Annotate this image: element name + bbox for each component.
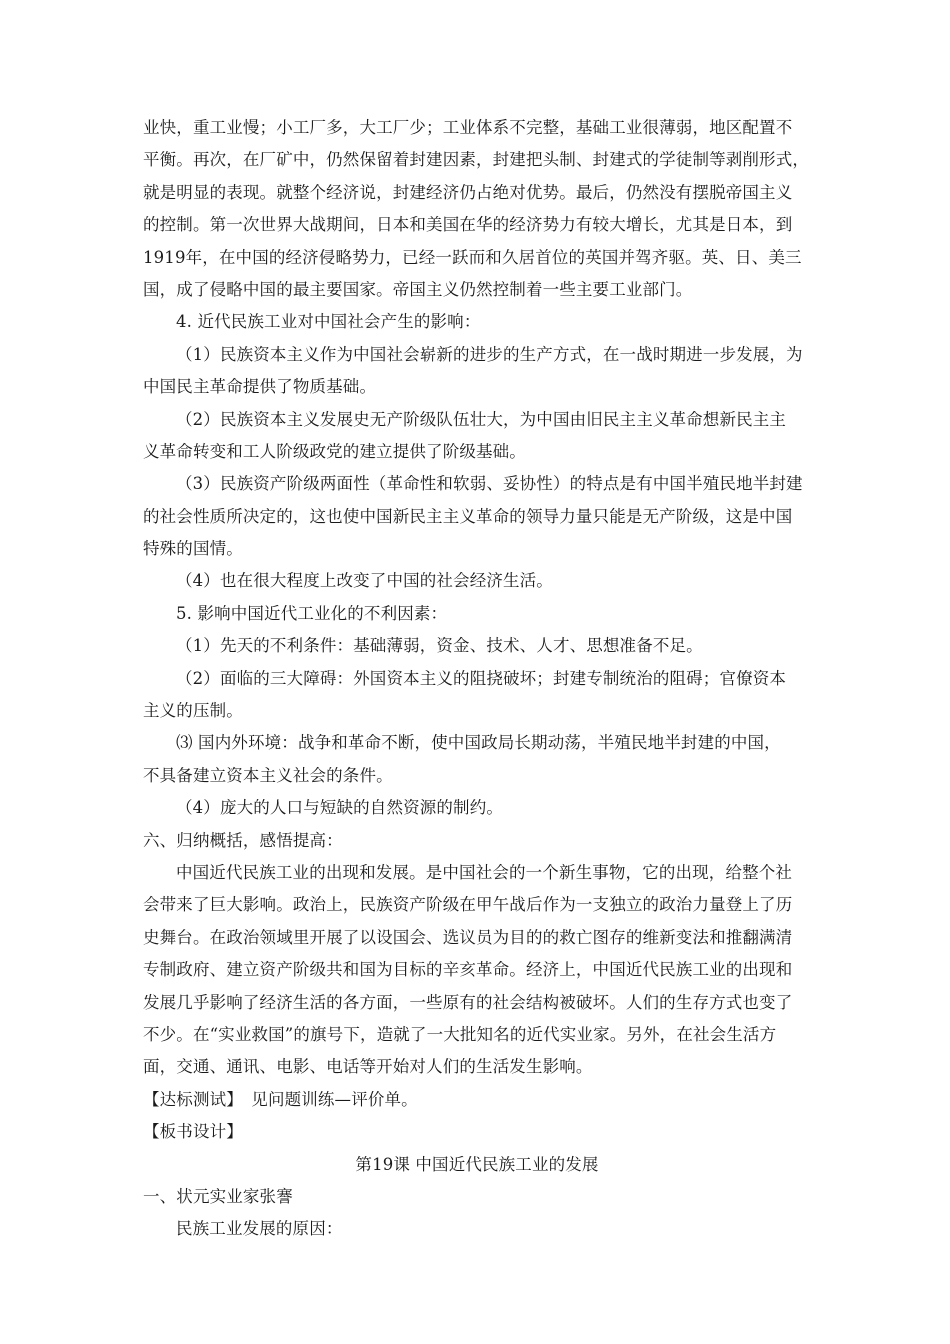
document-page <box>143 112 811 1246</box>
board-design-label: 【板书设计】 <box>143 1122 243 1142</box>
section-heading: 一、状元实业家张謇 <box>143 1186 293 1206</box>
list-item: （4）庞大的人口与短缺的自然资源的制约。 <box>176 798 503 818</box>
list-item: （3）民族资产阶级两面性（革命性和软弱、妥协性）的特点是有中国半殖民地半封建 <box>176 474 803 494</box>
list-item: ⑶ 国内外环境：战争和革命不断，使中国政局长期动荡，半殖民地半封建的中国， <box>176 733 781 753</box>
paragraph-line: 不具备建立资本主义社会的条件。 <box>143 765 393 785</box>
paragraph-line: 就是明显的表现。就整个经济说，封建经济仍占绝对优势。最后，仍然没有摆脱帝国主义 <box>143 182 793 202</box>
paragraph-line: 发展几乎影响了经济生活的各方面，一些原有的社会结构被破坏。人们的生存方式也变了 <box>143 992 793 1012</box>
paragraph-line: 1919年，在中国的经济侵略势力，已经一跃而和久居首位的英国并驾齐驱。英、日、美三 <box>143 247 802 267</box>
paragraph-line: 义革命转变和工人阶级政党的建立提供了阶级基础。 <box>143 441 526 461</box>
paragraph-line: 中国民主革命提供了物质基础。 <box>143 377 377 397</box>
section-heading: 4. 近代民族工业对中国社会产生的影响： <box>176 312 481 332</box>
paragraph-line: 面，交通、通讯、电影、电话等开始对人们的生活发生影响。 <box>143 1057 593 1077</box>
list-item: （2）民族资本主义发展史无产阶级队伍壮大，为中国由旧民主主义革命想新民主主 <box>176 409 787 429</box>
lesson-title: 第19课 中国近代民族工业的发展 <box>355 1154 599 1174</box>
paragraph-line: 史舞台。在政治领域里开展了以设国会、选议员为目的的救亡图存的维新变法和推翻满清 <box>143 927 793 947</box>
paragraph-line: 的控制。第一次世界大战期间，日本和美国在华的经济势力有较大增长，尤其是日本，到 <box>143 215 793 235</box>
list-item: （1）民族资本主义作为中国社会崭新的进步的生产方式，在一战时期进一步发展，为 <box>176 344 803 364</box>
paragraph-line: 中国近代民族工业的出现和发展。是中国社会的一个新生事物，它的出现，给整个社 <box>176 862 793 882</box>
paragraph-line: 国，成了侵略中国的最主要国家。帝国主义仍然控制着一些主要工业部门。 <box>143 279 693 299</box>
paragraph-line: 特殊的国情。 <box>143 539 243 559</box>
list-item: （4）也在很大程度上改变了中国的社会经济生活。 <box>176 571 553 591</box>
test-label: 【达标测试】 见问题训练—评价单。 <box>143 1089 418 1109</box>
list-item: （2）面临的三大障碍：外国资本主义的阻挠破坏；封建专制统治的阻碍；官僚资本 <box>176 668 787 688</box>
paragraph-line: 专制政府、建立资产阶级共和国为目标的辛亥革命。经济上，中国近代民族工业的出现和 <box>143 960 793 980</box>
paragraph-line: 民族工业发展的原因： <box>176 1219 343 1239</box>
paragraph-line: 不少。在“实业救国”的旗号下，造就了一大批知名的近代实业家。另外，在社会生活方 <box>143 1024 777 1044</box>
section-heading: 六、归纳概括，感悟提高： <box>143 830 343 850</box>
paragraph-line: 的社会性质所决定的，这也使中国新民主主义革命的领导力量只能是无产阶级，这是中国 <box>143 506 793 526</box>
paragraph-line: 平衡。再次，在厂矿中，仍然保留着封建因素，封建把头制、封建式的学徒制等剥削形式， <box>143 150 809 170</box>
paragraph-line: 业快，重工业慢；小工厂多，大工厂少；工业体系不完整，基础工业很薄弱，地区配置不 <box>143 118 793 137</box>
paragraph-line: 主义的压制。 <box>143 701 243 721</box>
section-heading: 5. 影响中国近代工业化的不利因素： <box>176 603 448 623</box>
list-item: （1）先天的不利条件：基础薄弱，资金、技术、人才、思想准备不足。 <box>176 636 703 656</box>
paragraph-line: 会带来了巨大影响。政治上，民族资产阶级在甲午战后作为一支独立的政治力量登上了历 <box>143 895 793 915</box>
